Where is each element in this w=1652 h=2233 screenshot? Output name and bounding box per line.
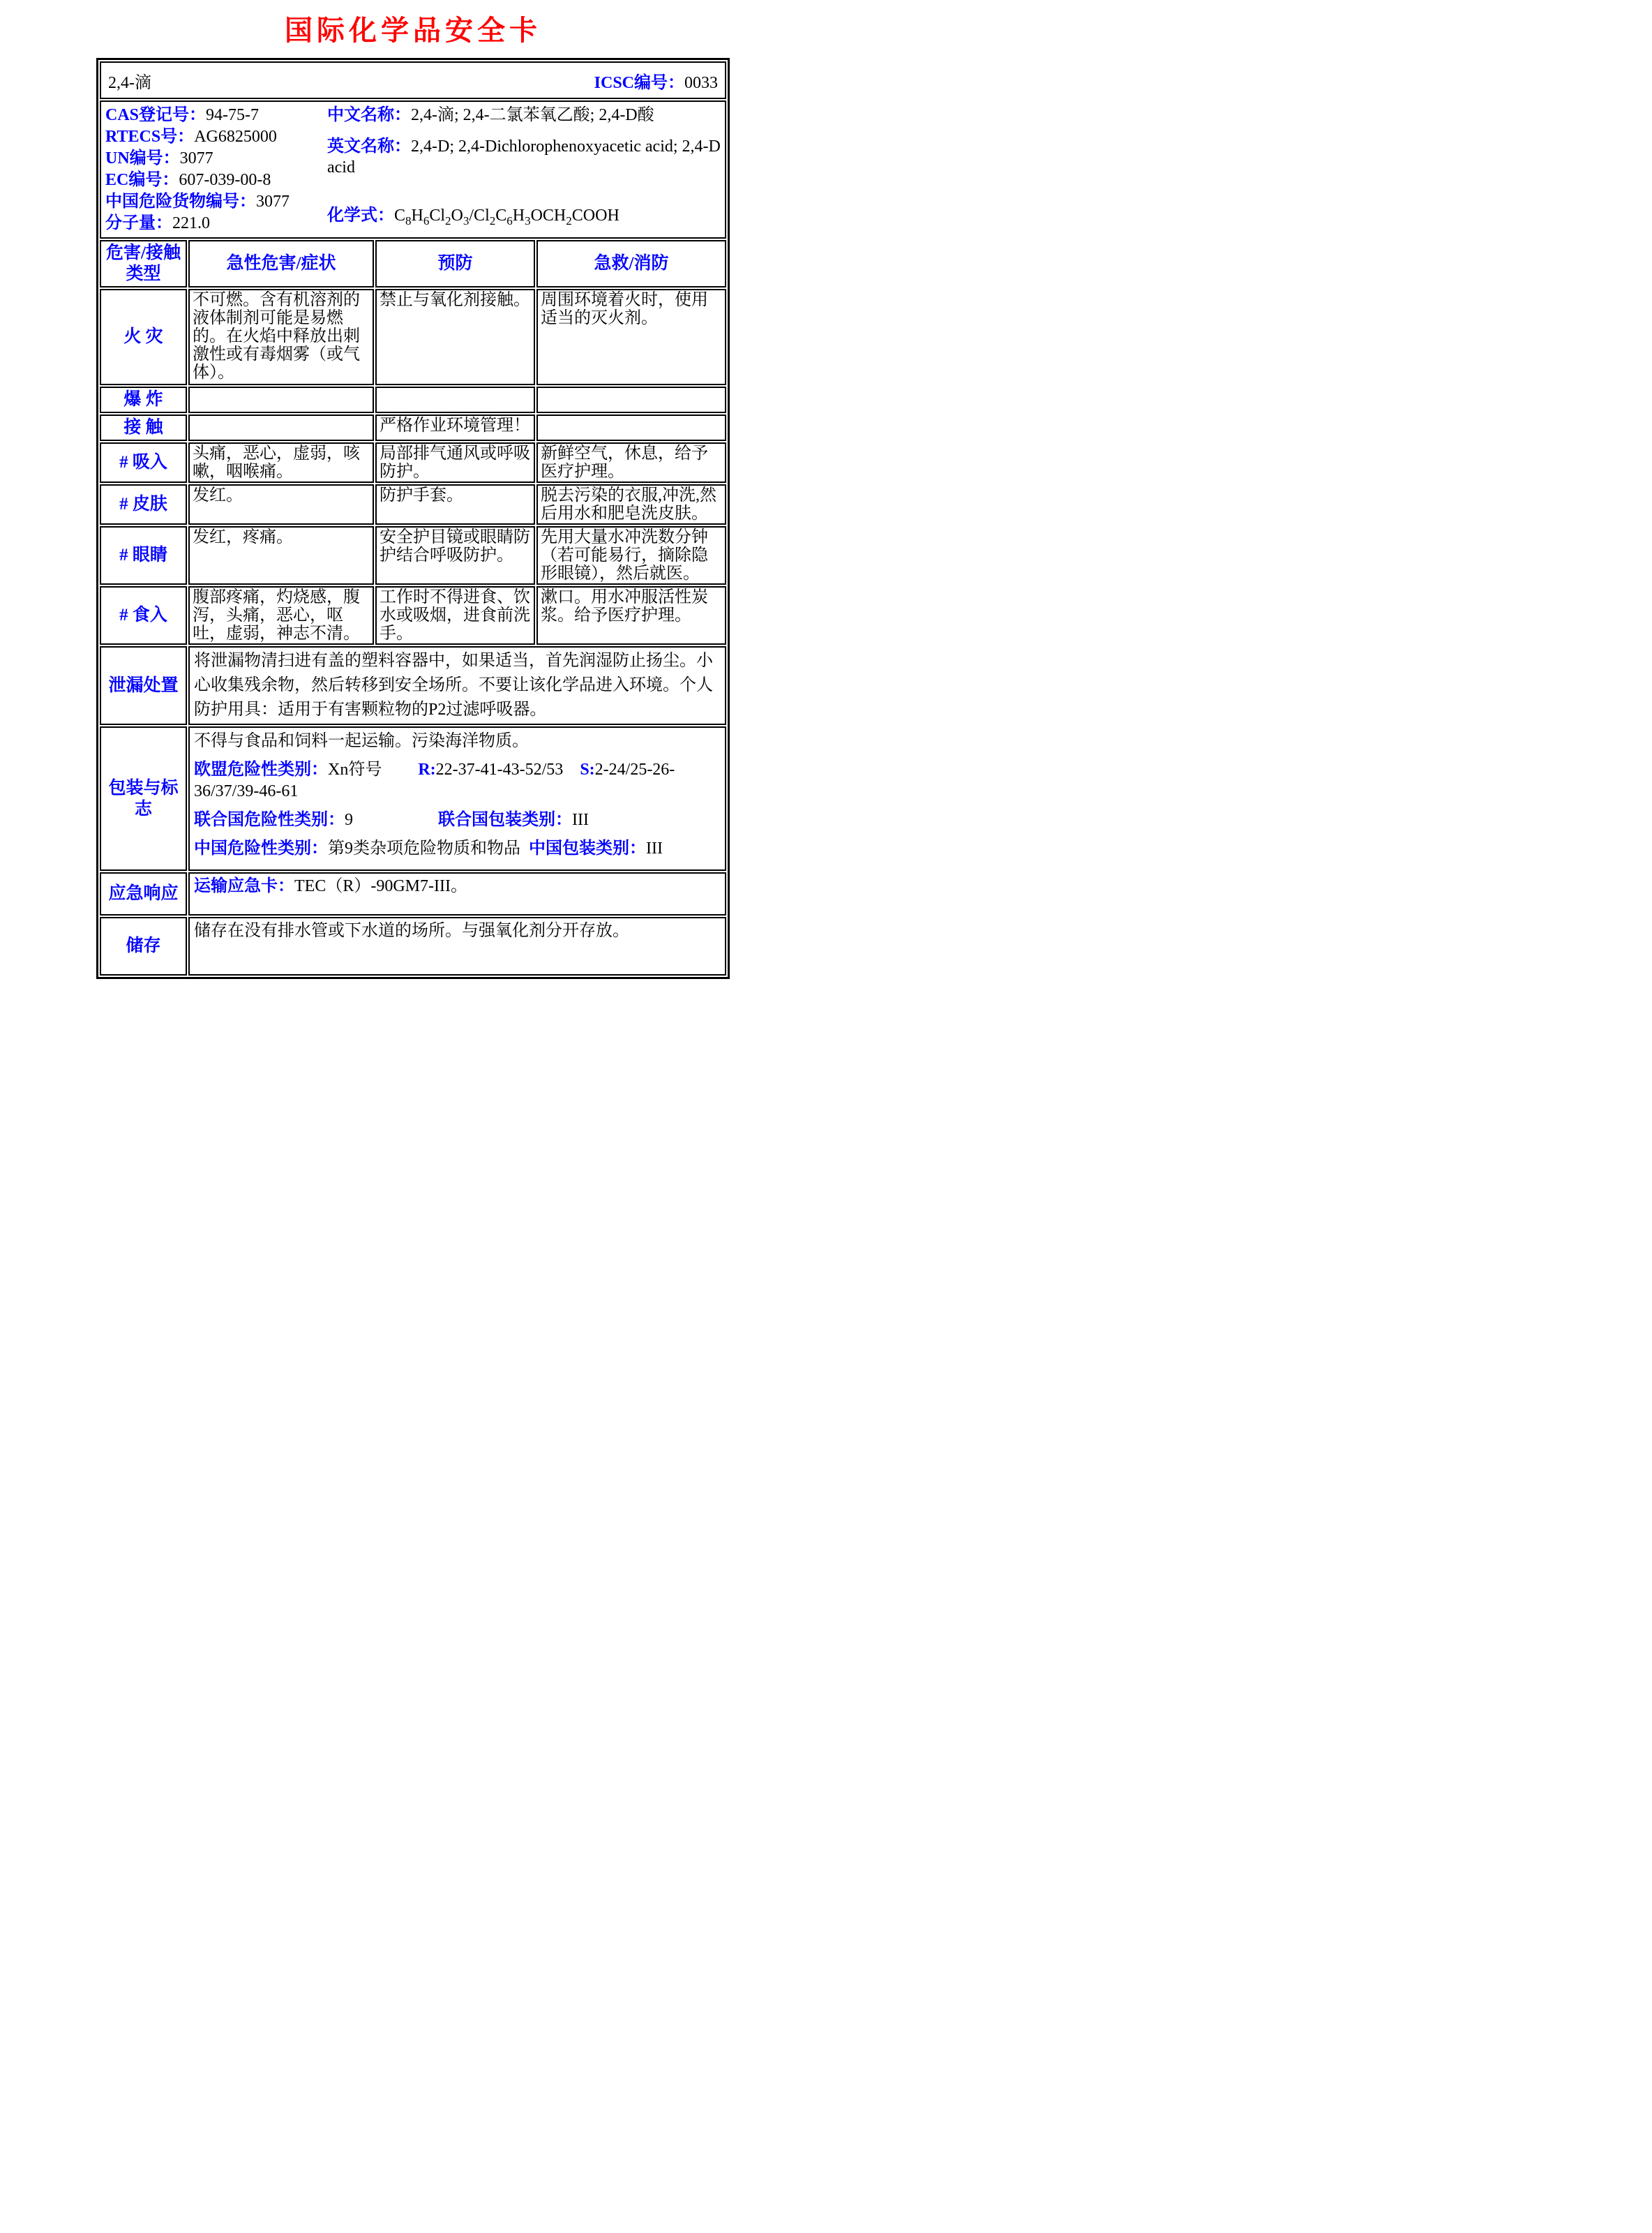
explosion-row <box>100 387 726 413</box>
rtecs-number-line <box>105 126 327 148</box>
explosion-prevention <box>375 387 535 413</box>
cn-pack-value: III <box>646 839 663 858</box>
identification-cell <box>100 100 726 239</box>
chemical-name: 2,4-滴 <box>108 73 151 92</box>
ingestion-prevention: 工作时不得进食、饮水或吸烟，进食前洗手。 <box>375 586 535 645</box>
cas-number-value: 94-75-7 <box>206 106 259 124</box>
explosion-label: 爆 炸 <box>100 387 187 413</box>
icsc-document <box>0 0 826 979</box>
contact-symptoms <box>188 415 374 441</box>
fire-prevention: 禁止与氧化剂接触。 <box>375 289 535 385</box>
eu-hazard-line <box>194 759 721 802</box>
cn-class-value: 第9类杂项危险物质和物品 <box>328 839 520 858</box>
fire-row <box>100 289 726 385</box>
contact-row <box>100 415 726 441</box>
emergency-cell <box>188 872 726 916</box>
spill-text: 将泄漏物清扫进有盖的塑料容器中，如果适当，首先润湿防止扬尘。小心收集残余物，然后转移到安全场所。不要让该化学品进入环境。个人防护用具：适用于有害颗粒物的P2过滤呼吸器。 <box>188 646 726 725</box>
icsc-number-value: 0033 <box>684 73 718 92</box>
icsc-number <box>594 68 718 93</box>
inhalation-prevention: 局部排气通风或呼吸防护。 <box>375 442 535 483</box>
name-list <box>327 105 721 234</box>
header-hazard-type: 危害/接触类型 <box>100 240 187 287</box>
emergency-row <box>100 872 726 916</box>
inhalation-aid: 新鲜空气，休息，给予医疗护理。 <box>536 442 726 483</box>
packaging-cell <box>188 726 726 871</box>
fire-aid: 周围环境着火时，使用适当的灭火剂。 <box>536 289 726 385</box>
inhalation-row <box>100 442 726 483</box>
ingestion-row <box>100 586 726 645</box>
ec-number-label: EC编号： <box>105 171 179 189</box>
transport-card-value: TEC（R）-90GM7-III。 <box>294 877 467 895</box>
cn-pack-label: 中国包装类别： <box>529 839 646 858</box>
cas-number-label: CAS登记号： <box>105 106 206 124</box>
un-number-value: 3077 <box>179 149 213 167</box>
icsc-number-label: ICSC编号： <box>594 73 684 92</box>
cn-class-label: 中国危险性类别： <box>194 839 328 858</box>
skin-aid: 脱去污染的衣服,冲洗,然后用水和肥皂洗皮肤。 <box>536 484 726 525</box>
header-first-aid: 急救/消防 <box>536 240 726 287</box>
contact-prevention: 严格作业环境管理！ <box>375 415 535 441</box>
s-phrases-value: 2-24/25-26-36/37/39-46-61 <box>194 761 675 800</box>
ingestion-aid: 漱口。用水冲服活性炭浆。给予医疗护理。 <box>536 586 726 645</box>
formula-value: $C_8H_6Cl_2O_3/Cl_2C_6H_3OCH_2COOH$ <box>394 207 620 227</box>
molecular-weight-line <box>105 213 327 234</box>
un-class-value: 9 <box>345 811 353 829</box>
un-class-label: 联合国危险性类别： <box>194 811 345 829</box>
molecular-weight-value: 221.0 <box>172 214 210 232</box>
header-prevention: 预防 <box>375 240 535 287</box>
cn-class-line <box>194 838 721 860</box>
identification-row <box>100 100 726 239</box>
fire-label: 火 灾 <box>100 289 187 385</box>
contact-aid <box>536 415 726 441</box>
skin-symptoms: 发红。 <box>188 484 374 525</box>
china-goods-number-label: 中国危险货物编号： <box>105 193 256 211</box>
r-phrases-value: 22-37-41-43-52/53 <box>435 761 564 779</box>
emergency-label: 应急响应 <box>100 872 187 916</box>
ingestion-symptoms: 腹部疼痛，灼烧感，腹泻，头痛，恶心，呕吐，虚弱，神志不清。 <box>188 586 374 645</box>
storage-label: 储存 <box>100 917 187 976</box>
skin-row <box>100 484 726 525</box>
molecular-weight-label: 分子量： <box>105 214 172 232</box>
china-goods-number-value: 3077 <box>256 193 290 211</box>
china-goods-number-line <box>105 191 327 213</box>
english-name-label: 英文名称： <box>327 137 411 156</box>
un-class-line <box>194 809 721 831</box>
formula-line <box>327 205 721 232</box>
chinese-name-line <box>327 105 721 126</box>
eu-symbol: Xn符号 <box>328 761 382 779</box>
ec-number-line <box>105 170 327 191</box>
packaging-label: 包装与标志 <box>100 726 187 871</box>
name-row <box>100 61 726 99</box>
chinese-name-label: 中文名称： <box>327 106 411 124</box>
rtecs-number-value: AG6825000 <box>194 128 277 146</box>
skin-prevention: 防护手套。 <box>375 484 535 525</box>
eyes-aid: 先用大量水冲洗数分钟（若可能易行，摘除隐形眼镜），然后就医。 <box>536 526 726 585</box>
chinese-name-value: 2,4-滴; 2,4-二氯苯氧乙酸; 2,4-D酸 <box>411 106 654 124</box>
explosion-aid <box>536 387 726 413</box>
skin-label: # 皮肤 <box>100 484 187 525</box>
english-name-line <box>327 136 721 178</box>
name-cell <box>100 61 726 99</box>
ec-number-value: 607-039-00-8 <box>179 171 271 189</box>
storage-row <box>100 917 726 976</box>
un-number-line <box>105 148 327 170</box>
inhalation-label: # 吸入 <box>100 442 187 483</box>
s-phrases-label: S: <box>580 761 595 779</box>
contact-label: 接 触 <box>100 415 187 441</box>
un-pack-label: 联合国包装类别： <box>438 811 572 829</box>
eyes-label: # 眼睛 <box>100 526 187 585</box>
un-number-label: UN编号： <box>105 149 180 167</box>
packaging-row <box>100 726 726 871</box>
page-title: 国际化学品安全卡 <box>285 15 541 46</box>
storage-text: 储存在没有排水管或下水道的场所。与强氧化剂分开存放。 <box>188 917 726 976</box>
icsc-card <box>96 58 730 979</box>
un-pack-value: III <box>572 811 589 829</box>
spill-row <box>100 646 726 725</box>
eyes-prevention: 安全护目镜或眼睛防护结合呼吸防护。 <box>375 526 535 585</box>
transport-note: 不得与食品和饲料一起运输。污染海洋物质。 <box>194 732 529 750</box>
eu-class-label: 欧盟危险性类别： <box>194 761 328 779</box>
eyes-row <box>100 526 726 585</box>
table-header-row <box>100 240 726 287</box>
explosion-symptoms <box>188 387 374 413</box>
transport-card-label: 运输应急卡： <box>194 877 294 895</box>
identifier-list <box>105 105 327 234</box>
rtecs-number-label: RTECS号： <box>105 128 195 146</box>
ingestion-label: # 食入 <box>100 586 187 645</box>
cas-number-line <box>105 105 327 126</box>
header-acute-hazards: 急性危害/症状 <box>188 240 374 287</box>
eyes-symptoms: 发红，疼痛。 <box>188 526 374 585</box>
formula-label: 化学式： <box>327 207 394 225</box>
inhalation-symptoms: 头痛，恶心，虚弱，咳嗽，咽喉痛。 <box>188 442 374 483</box>
fire-symptoms: 不可燃。含有机溶剂的液体制剂可能是易燃的。在火焰中释放出刺激性或有毒烟雾（或气体）。 <box>188 289 374 385</box>
r-phrases-label: R: <box>418 761 436 779</box>
spill-label: 泄漏处置 <box>100 646 187 725</box>
english-name-value: 2,4-D; 2,4-Dichlorophenoxyacetic acid; 2,4-D acid <box>327 137 721 177</box>
